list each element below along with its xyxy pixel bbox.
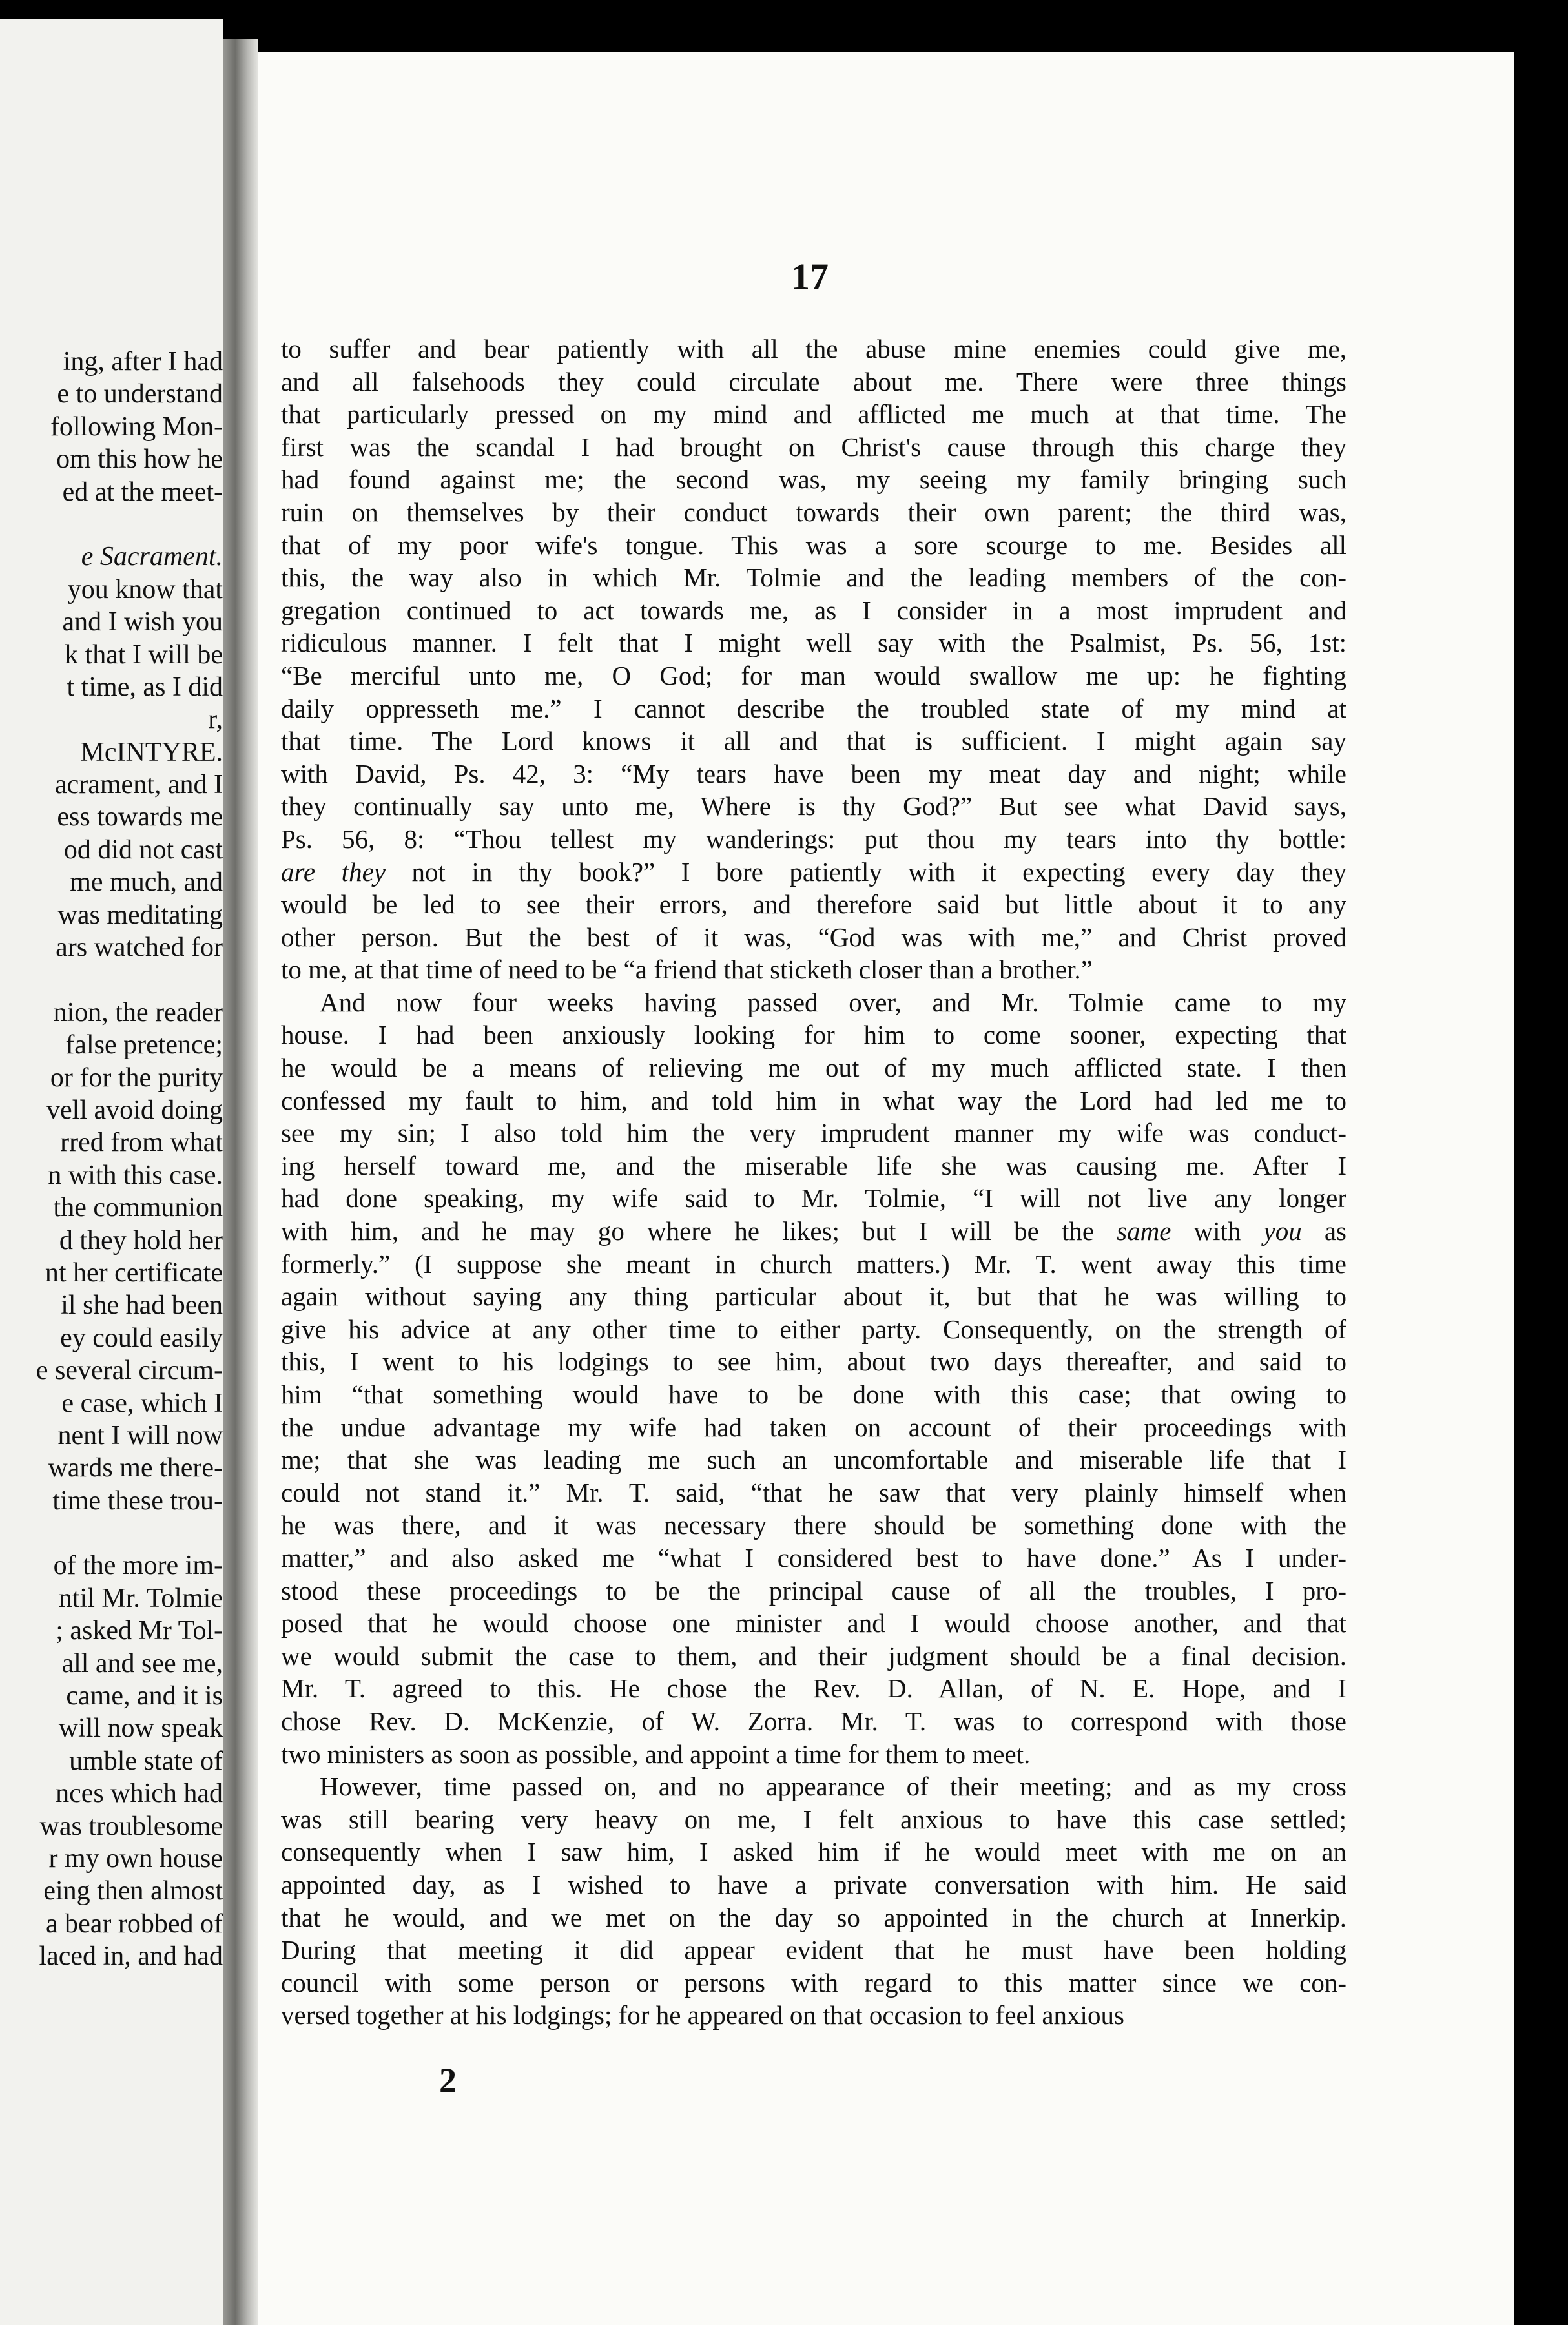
previous-page-line: nt her certificate bbox=[45, 1257, 223, 1288]
text-line: ruin on themselves by their conduct towards their own parent; the third was, bbox=[281, 497, 1346, 527]
previous-page-line: om this how he bbox=[56, 444, 223, 475]
previous-page-line: ess towards me bbox=[57, 802, 223, 832]
text-line: that particularly pressed on my mind and afflicted me much at that time. The bbox=[281, 399, 1346, 429]
text-line: chose Rev. D. McKenzie, of W. Zorra. Mr. T. was to correspond with those bbox=[281, 1706, 1346, 1736]
text-line: would be led to see their errors, and therefore said but little about it to any bbox=[281, 889, 1346, 920]
previous-page-line: vell avoid doing bbox=[46, 1095, 223, 1125]
previous-page-line: came, and it is bbox=[66, 1681, 223, 1711]
previous-page-line: nion, the reader bbox=[53, 997, 223, 1028]
previous-page-text-column bbox=[0, 346, 223, 1973]
previous-page-line: and I wish you bbox=[62, 607, 223, 637]
previous-page-line: me much, and bbox=[70, 867, 223, 898]
previous-page-line: e several circum- bbox=[36, 1356, 223, 1386]
text-line: that time. The Lord knows it all and that is sufficient. I might again say bbox=[281, 726, 1346, 756]
previous-page-line: the communion bbox=[53, 1193, 223, 1223]
text-line: posed that he would choose one minister and I would choose another, and that bbox=[281, 1608, 1346, 1638]
previous-page-line: of the more im- bbox=[53, 1551, 223, 1581]
previous-page-line: umble state of bbox=[69, 1746, 223, 1776]
text-line: daily oppresseth me.” I cannot describe the troubled state of my mind at bbox=[281, 693, 1346, 723]
text-line: they continually say unto me, Where is thy God?” But see what David says, bbox=[281, 791, 1346, 822]
text-line: could not stand it.” Mr. T. said, “that he saw that very plainly himself when bbox=[281, 1477, 1346, 1507]
previous-page-line: false pretence; bbox=[65, 1030, 223, 1060]
previous-page-line: acrament, and I bbox=[54, 770, 223, 800]
book-gutter bbox=[223, 39, 258, 2325]
previous-page-line: k that I will be bbox=[65, 639, 223, 670]
text-line: to me, at that time of need to be “a friend that sticketh closer than a brother.” bbox=[281, 955, 1093, 985]
previous-page-line: laced in, and had bbox=[39, 1941, 223, 1972]
text-line: to suffer and bear patiently with all the abuse mine enemies could give me, bbox=[281, 334, 1346, 364]
text-line: other person. But the best of it was, “God was with me,” and Christ proved bbox=[281, 922, 1346, 952]
previous-page-line: e Sacrament. bbox=[81, 542, 223, 572]
previous-page-line: e case, which I bbox=[61, 1388, 223, 1418]
previous-page-line: was troublesome bbox=[39, 1811, 223, 1841]
text-line: matter,” and also asked me “what I considered best to have done.” As I under- bbox=[281, 1542, 1346, 1573]
previous-page-line bbox=[0, 508, 223, 541]
text-line: again without saying any thing particular about it, but that he was willing to bbox=[281, 1281, 1346, 1312]
text-line: And now four weeks having passed over, and Mr. Tolmie came to my bbox=[320, 987, 1346, 1017]
text-line: confessed my fault to him, and told him in what way the Lord had led me to bbox=[281, 1085, 1346, 1115]
previous-page-line: time these trou- bbox=[52, 1485, 223, 1516]
previous-page-line: wards me there- bbox=[48, 1453, 223, 1483]
text-line: that he would, and we met on the day so appointed in the church at Innerkip. bbox=[281, 1902, 1346, 1932]
previous-page-line: d they hold her bbox=[59, 1225, 223, 1256]
previous-page-line: following Mon- bbox=[50, 411, 223, 442]
previous-page-line: nent I will now bbox=[57, 1420, 223, 1451]
text-line: me; that she was leading me such an uncomfortable and miserable life that I bbox=[281, 1445, 1346, 1475]
previous-page-line: ey could easily bbox=[60, 1323, 223, 1353]
previous-page-line: ars watched for bbox=[56, 933, 223, 963]
text-line: are they not in thy book?” I bore patiently with it expecting every day they bbox=[281, 856, 1346, 887]
text-line: consequently when I saw him, I asked him if he would meet with me on an bbox=[281, 1837, 1346, 1867]
page-number: 17 bbox=[791, 256, 829, 298]
previous-page-line: will now speak bbox=[58, 1713, 223, 1744]
text-line: with David, Ps. 42, 3: “My tears have been my meat day and night; while bbox=[281, 758, 1346, 789]
text-line: “Be merciful unto me, O God; for man would swallow me up: he fighting bbox=[281, 660, 1346, 690]
text-line: that of my poor wife's tongue. This was a sore scourge to me. Besides all bbox=[281, 530, 1346, 560]
text-line: Mr. T. agreed to this. He chose the Rev. D. Allan, of N. E. Hope, and I bbox=[281, 1673, 1346, 1704]
previous-page-line: ed at the meet- bbox=[62, 477, 223, 507]
text-line: ridiculous manner. I felt that I might well say with the Psalmist, Ps. 56, 1st: bbox=[281, 628, 1346, 658]
text-line: Ps. 56, 8: “Thou tellest my wanderings: put thou my tears into thy bottle: bbox=[281, 823, 1346, 854]
text-line: he was there, and it was necessary there should be something done with the bbox=[281, 1510, 1346, 1540]
previous-page-line: r, bbox=[208, 705, 223, 735]
text-line: the undue advantage my wife had taken on account of their proceedings with bbox=[281, 1412, 1346, 1442]
text-line: with him, and he may go where he likes; but I will be the same with you as bbox=[281, 1216, 1347, 1246]
previous-page-line: n with this case. bbox=[48, 1160, 223, 1190]
previous-page-line: ing, after I had bbox=[63, 347, 223, 377]
previous-page-line: eing then almost bbox=[43, 1876, 223, 1906]
previous-page-line: t time, as I did bbox=[67, 672, 223, 702]
previous-page-line: McINTYRE. bbox=[80, 737, 223, 767]
emphasis-text: are they bbox=[281, 856, 386, 887]
text-line: had done speaking, my wife said to Mr. Tolmie, “I will not live any longer bbox=[281, 1183, 1346, 1214]
text-line: formerly.” (I suppose she meant in church matters.) Mr. T. went away this time bbox=[281, 1248, 1346, 1279]
previous-page-line: il she had been bbox=[61, 1290, 223, 1321]
previous-page-line: a bear robbed of bbox=[45, 1908, 223, 1939]
previous-page-line: r my own house bbox=[48, 1843, 223, 1874]
text-line: see my sin; I also told him the very imprudent manner my wife was conduct- bbox=[281, 1118, 1346, 1148]
right-page-edge bbox=[1514, 52, 1568, 2325]
previous-page-line: all and see me, bbox=[61, 1648, 223, 1679]
text-line: had found against me; the second was, my seeing my family bringing such bbox=[281, 464, 1346, 495]
previous-page-line: or for the purity bbox=[50, 1062, 223, 1093]
text-line: ing herself toward me, and the miserable life she was causing me. After I bbox=[281, 1150, 1346, 1181]
text-line: During that meeting it did appear evident that he must have been holding bbox=[281, 1935, 1346, 1965]
emphasis-text: you bbox=[1263, 1216, 1302, 1246]
emphasis-text: same bbox=[1117, 1216, 1171, 1246]
text-line: this, I went to his lodgings to see him, about two days thereafter, and said to bbox=[281, 1347, 1346, 1377]
signature-mark: 2 bbox=[439, 2061, 457, 2100]
previous-page-line: rred from what bbox=[60, 1128, 223, 1158]
text-line: first was the scandal I had brought on Christ's cause through this charge they bbox=[281, 431, 1346, 462]
text-line: However, time passed on, and no appearance of their meeting; and as my cross bbox=[320, 1772, 1346, 1802]
previous-page-fragment bbox=[0, 19, 223, 2325]
text-line: house. I had been anxiously looking for him to come sooner, expecting that bbox=[281, 1020, 1346, 1050]
body-text bbox=[281, 333, 1346, 2032]
text-line: give his advice at any other time to either party. Consequently, on the strength of bbox=[281, 1314, 1346, 1344]
text-line: this, the way also in which Mr. Tolmie and the leading members of the con- bbox=[281, 563, 1346, 593]
text-line: council with some person or persons with regard to this matter since we con- bbox=[281, 1967, 1346, 1998]
previous-page-line bbox=[0, 1517, 223, 1549]
text-line: he would be a means of relieving me out of my much afflicted state. I then bbox=[281, 1053, 1346, 1083]
text-line: we would submit the case to them, and their judgment should be a final decision. bbox=[281, 1640, 1346, 1671]
text-line: was still bearing very heavy on me, I felt anxious to have this case settled; bbox=[281, 1804, 1346, 1834]
previous-page-line: nces which had bbox=[56, 1779, 223, 1809]
text-line: and all falsehoods they could circulate about me. There were three things bbox=[281, 366, 1346, 397]
previous-page-line: ; asked Mr Tol- bbox=[56, 1616, 223, 1646]
previous-page-line: was meditating bbox=[57, 900, 223, 930]
text-line: him “that something would have to be done with this case; that owing to bbox=[281, 1380, 1346, 1409]
text-line: gregation continued to act towards me, as I consider in a most imprudent and bbox=[281, 595, 1346, 625]
text-line: appointed day, as I wished to have a private conversation with him. He said bbox=[281, 1869, 1346, 1899]
previous-page-line bbox=[0, 964, 223, 996]
text-line: two ministers as soon as possible, and appoint a time for them to meet. bbox=[281, 1739, 1031, 1769]
text-line: stood these proceedings to be the principal cause of all the troubles, I pro- bbox=[281, 1575, 1346, 1606]
previous-page-line: e to understand bbox=[57, 379, 223, 409]
text-line: versed together at his lodgings; for he appeared on that occasion to feel anxious bbox=[281, 2000, 1124, 2031]
previous-page-line: od did not cast bbox=[63, 834, 223, 865]
previous-page-line: ntil Mr. Tolmie bbox=[58, 1583, 223, 1613]
previous-page-line: you know that bbox=[67, 574, 223, 604]
